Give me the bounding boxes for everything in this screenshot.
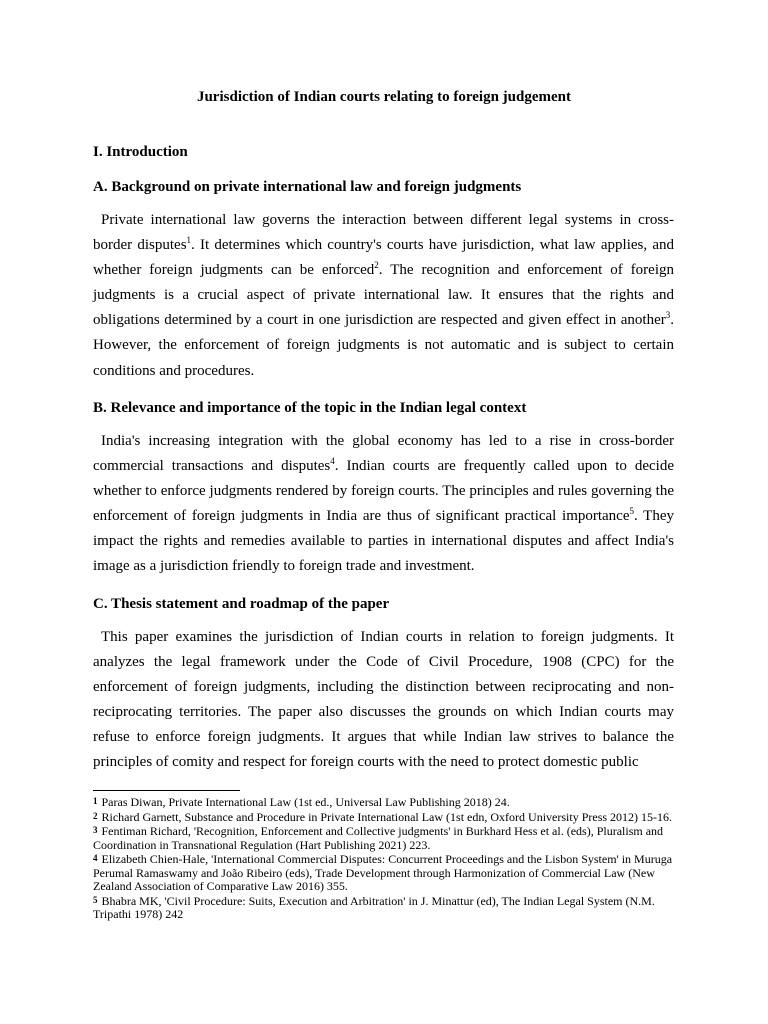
subsection-heading-c: C. Thesis statement and roadmap of the paper (93, 596, 390, 612)
footnote-ref-4[interactable]: 4 (330, 456, 335, 467)
paragraph-relevance: India's increasing integration with the global economy has led to a rise in cross-border commercial transactions and disputes$^4$. Indian courts are frequently called upon to decide whether to enforce judgments rendered by foreign courts. The principles and rules governing the enforcement of foreign judgments in India are thus of significant practical importance$^5$. They impact the rights and remedies available to parties in international disputes and affect India's image as a jurisdiction friendly to foreign trade and investment. (93, 433, 674, 575)
footnote-separator (93, 790, 240, 791)
footnote-ref-5[interactable]: 5 (629, 506, 634, 517)
footnote-3 (93, 824, 678, 852)
section-heading-introduction: I. Introduction (93, 144, 188, 160)
footnote-text: Bhabra MK, 'Civil Procedure: Suits, Execution and Arbitration' in J. Minattur (ed), The Indian Legal System (N.M. Tripathi 1978) 242 (93, 893, 655, 921)
footnote-mark: 2 (93, 810, 98, 821)
footnote-ref-3[interactable]: 3 (665, 310, 671, 321)
footnote-text: Paras Diwan, Private International Law (1st ed., Universal Law Publishing 2018) 24. (101, 795, 510, 809)
footnote-4 (93, 852, 678, 894)
footnote-ref-2[interactable]: 2 (374, 260, 379, 271)
footnote-text: Elizabeth Chien-Hale, 'International Commercial Disputes: Concurrent Proceedings and the Lisbon System' in Muruga Perumal Ramaswamy and João Ribeiro (eds), Trade Development through Harmonization of Commercial Law (New Zealand Association of Comparative Law 2016) 355. (93, 852, 673, 893)
footnote-2 (93, 810, 678, 825)
footnote-ref-1[interactable]: 1 (186, 235, 192, 246)
footnote-mark: 4 (93, 853, 98, 863)
footnote-text: Fentiman Richard, 'Recognition, Enforcement and Collective judgments' in Burkhard Hess et al. (eds), Pluralism and Coordination in Transnational Regulation (Hart Publishing 2021) 223. (93, 824, 664, 852)
paragraph-thesis: This paper examines the jurisdiction of Indian courts in relation to foreign judgments. It analyzes the legal framework under the Code of Civil Procedure, 1908 (CPC) for the enforcement of foreign judgments, including the distinction between reciprocating and non-reciprocating territories. The paper also discusses the grounds on which Indian courts may refuse to enforce foreign judgments. It argues that while Indian law strives to balance the principles of comity and respect for foreign courts with the need to protect domestic public (93, 629, 674, 771)
subsection-heading-a: A. Background on private international law and foreign judgments (93, 179, 522, 195)
footnote-mark: 5 (93, 894, 98, 905)
footnotes (93, 795, 678, 922)
footnote-text: Richard Garnett, Substance and Procedure in Private International Law (1st edn, Oxford University Press 2012) 15-16. (101, 809, 673, 824)
subsection-heading-b: B. Relevance and importance of the topic in the Indian legal context (93, 400, 527, 416)
footnote-1 (93, 795, 678, 810)
footnote-mark: 3 (93, 825, 98, 835)
footnote-5 (93, 894, 678, 922)
paragraph-background: Private international law governs the interaction between different legal systems in cross-border disputes$^1$. It determines which country's courts have jurisdiction, what law applies, and whether foreign judgments can be enforced$^2$. The recognition and enforcement of foreign judgments is a crucial aspect of private international law. It ensures that the rights and obligations determined by a court in one jurisdiction are respected and given effect in another$^3$. However, the enforcement of foreign judgments is not automatic and is subject to certain conditions and procedures. (93, 212, 675, 379)
document-title: Jurisdiction of Indian courts relating to foreign judgement (196, 89, 572, 105)
footnote-mark: 1 (93, 796, 98, 806)
